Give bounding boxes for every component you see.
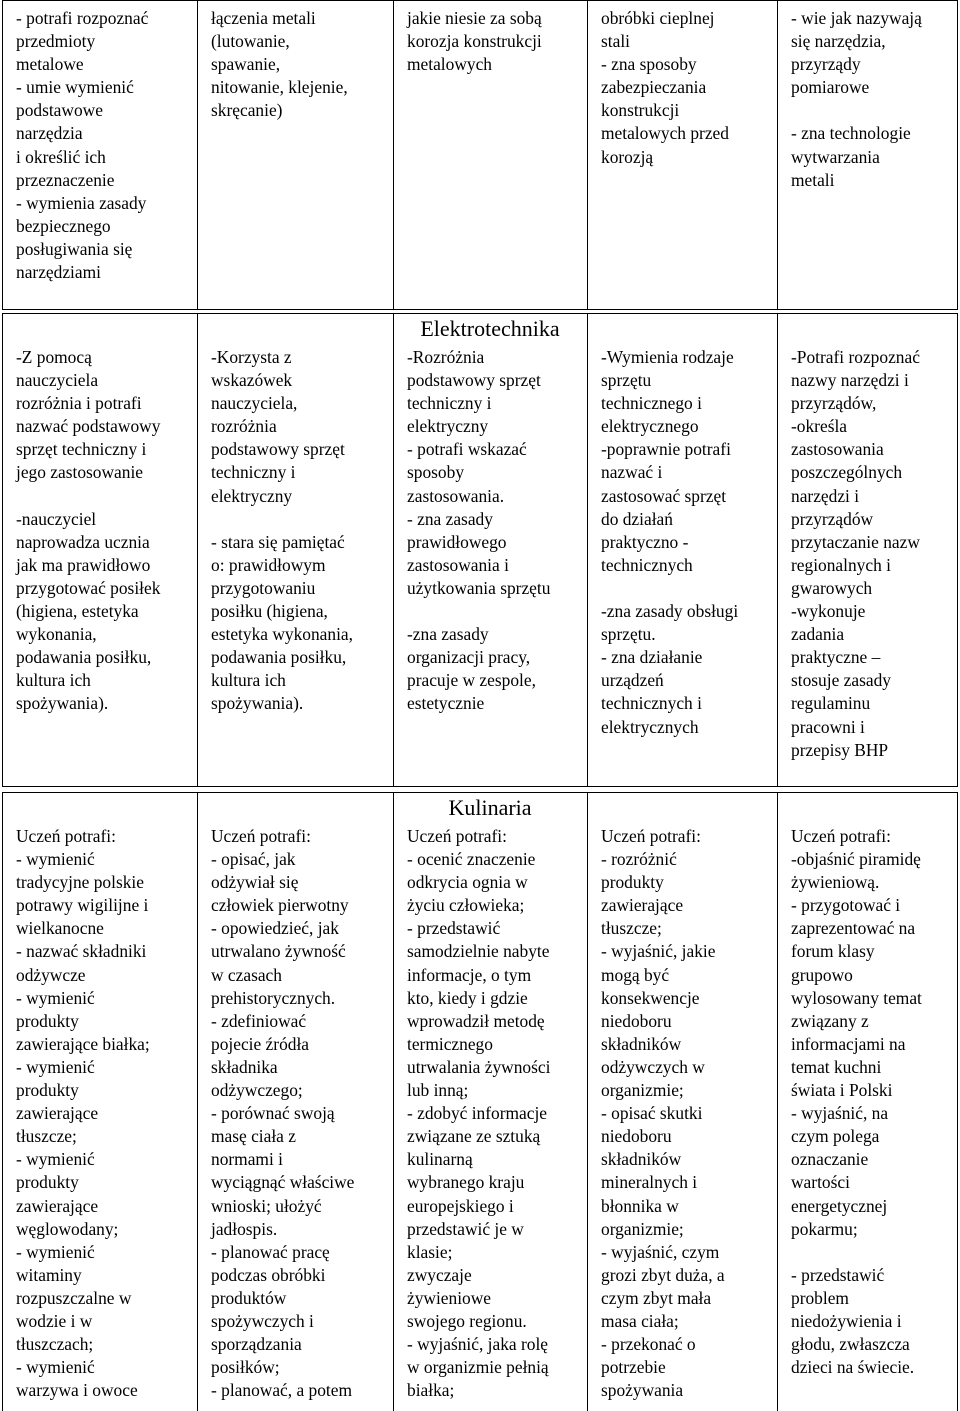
column-divider	[393, 793, 394, 1411]
table-row	[2, 792, 958, 1411]
table-cell: Uczeń potrafi: - wymienić tradycyjne polskie potrawy wigilijne i wielkanocne - nazwać składniki odżywcze - wymienić produkty zawierające białka; - wymienić produkty zawierające tłuszcze; - wymienić produkty zawierające węglowodany; - wymienić witaminy rozpuszczalne w wodzie i w tłuszczach; - wymienić warzywa i owoce	[16, 826, 150, 1401]
table-cell: - potrafi rozpoznać przedmioty metalowe - umie wymienić podstawowe narzędzia i określić ich przeznaczenie - wymienia zasady bezpiecznego posługiwania się narzędziami	[16, 8, 149, 283]
column-divider	[393, 1, 394, 309]
column-divider	[197, 793, 198, 1411]
table-row	[2, 0, 958, 310]
table-cell: -Korzysta z wskazówek nauczyciela, rozróżnia podstawowy sprzęt techniczny i elektryczny - stara się pamiętać o: prawidłowym przygotowaniu posiłku (higiena, estetyka wykonania, podawania posiłku, kultura ich spożywania).	[211, 347, 353, 714]
table-row	[2, 313, 958, 787]
table-cell: Uczeń potrafi: -objaśnić piramidę żywieniową. - przygotować i zaprezentować na forum klasy grupowo wylosowany temat związany z informacjami na temat kuchni świata i Polski - wyjaśnić, na czym polega oznaczanie wartości energetycznej pokarmu; - przedstawić problem niedożywienia i głodu, zwłaszcza dzieci na świecie.	[791, 826, 922, 1378]
table-cell: -Rozróżnia podstawowy sprzęt techniczny i elektryczny - potrafi wskazać sposoby zastosowania. - zna zasady prawidłowego zastosowania i użytkowania sprzętu -zna zasady organizacji pracy, pracuje w zespole, estetycznie	[407, 347, 551, 714]
table-cell: jakie niesie za sobą korozja konstrukcji metalowych	[407, 8, 542, 75]
table-cell: -Z pomocą nauczyciela rozróżnia i potrafi nazwać podstawowy sprzęt techniczny i jego zastosowanie -nauczyciel naprowadza ucznia jak ma prawidłowo przygotować posiłek (higiena, estetyka wykonania, podawania posiłku, kultura ich spożywania).	[16, 347, 161, 714]
column-divider	[393, 314, 394, 786]
table-cell: łączenia metali (lutowanie, spawanie, nitowanie, klejenie, skręcanie)	[211, 8, 348, 121]
section-heading: Elektrotechnika	[420, 316, 560, 341]
table-cell: Uczeń potrafi: - rozróżnić produkty zawierające tłuszcze; - wyjaśnić, jakie mogą być konsekwencje niedoboru składników odżywczych w organizmie; - opisać skutki niedoboru składników mineralnych i błonnika w organizmie; - wyjaśnić, czym grozi zbyt duża, a czym zbyt mała masa ciała; - przekonać o potrzebie spożywania	[601, 826, 725, 1401]
table-cell: Uczeń potrafi: - ocenić znaczenie odkrycia ognia w życiu człowieka; - przedstawić samodzielnie nabyte informacje, o tym kto, kiedy i gdzie wprowadził metodę termicznego utrwalania żywności lub inną; - zdobyć informacje związane ze sztuką kulinarną wybranego kraju europejskiego i przedstawić je w klasie; zwyczaje żywieniowe swojego regionu. - wyjaśnić, jaka rolę w organizmie pełnią białka;	[407, 826, 551, 1401]
table-cell: Uczeń potrafi: - opisać, jak odżywiał się człowiek pierwotny - opowiedzieć, jak utrwalano żywność w czasach prehistorycznych. - zdefiniować pojecie źródła składnika odżywczego; - porównać swoją masę ciała z normami i wyciągnąć właściwe wnioski; ułożyć jadłospis. - planować pracę podczas obróbki produktów spożywczych i sporządzania posiłków; - planować, a potem	[211, 826, 355, 1401]
table-cell: obróbki cieplnej stali - zna sposoby zabezpieczania konstrukcji metalowych przed korozją	[601, 8, 729, 167]
section-heading: Kulinaria	[448, 795, 532, 820]
table-cell: -Potrafi rozpoznać nazwy narzędzi i przyrządów, -określa zastosowania poszczególnych narzędzi i przyrządów przytaczanie nazw regionalnych i gwarowych -wykonuje zadania praktyczne – stosuje zasady regulaminu pracowni i przepisy BHP	[791, 347, 920, 760]
column-divider	[197, 1, 198, 309]
column-divider	[197, 314, 198, 786]
table-cell: - wie jak nazywają się narzędzia, przyrządy pomiarowe - zna technologie wytwarzania metali	[791, 8, 922, 190]
table-cell: -Wymienia rodzaje sprzętu technicznego i elektrycznego -poprawnie potrafi nazwać i zastosować sprzęt do działań praktyczno - technicznych -zna zasady obsługi sprzętu. - zna działanie urządzeń technicznych i elektrycznych	[601, 347, 739, 737]
